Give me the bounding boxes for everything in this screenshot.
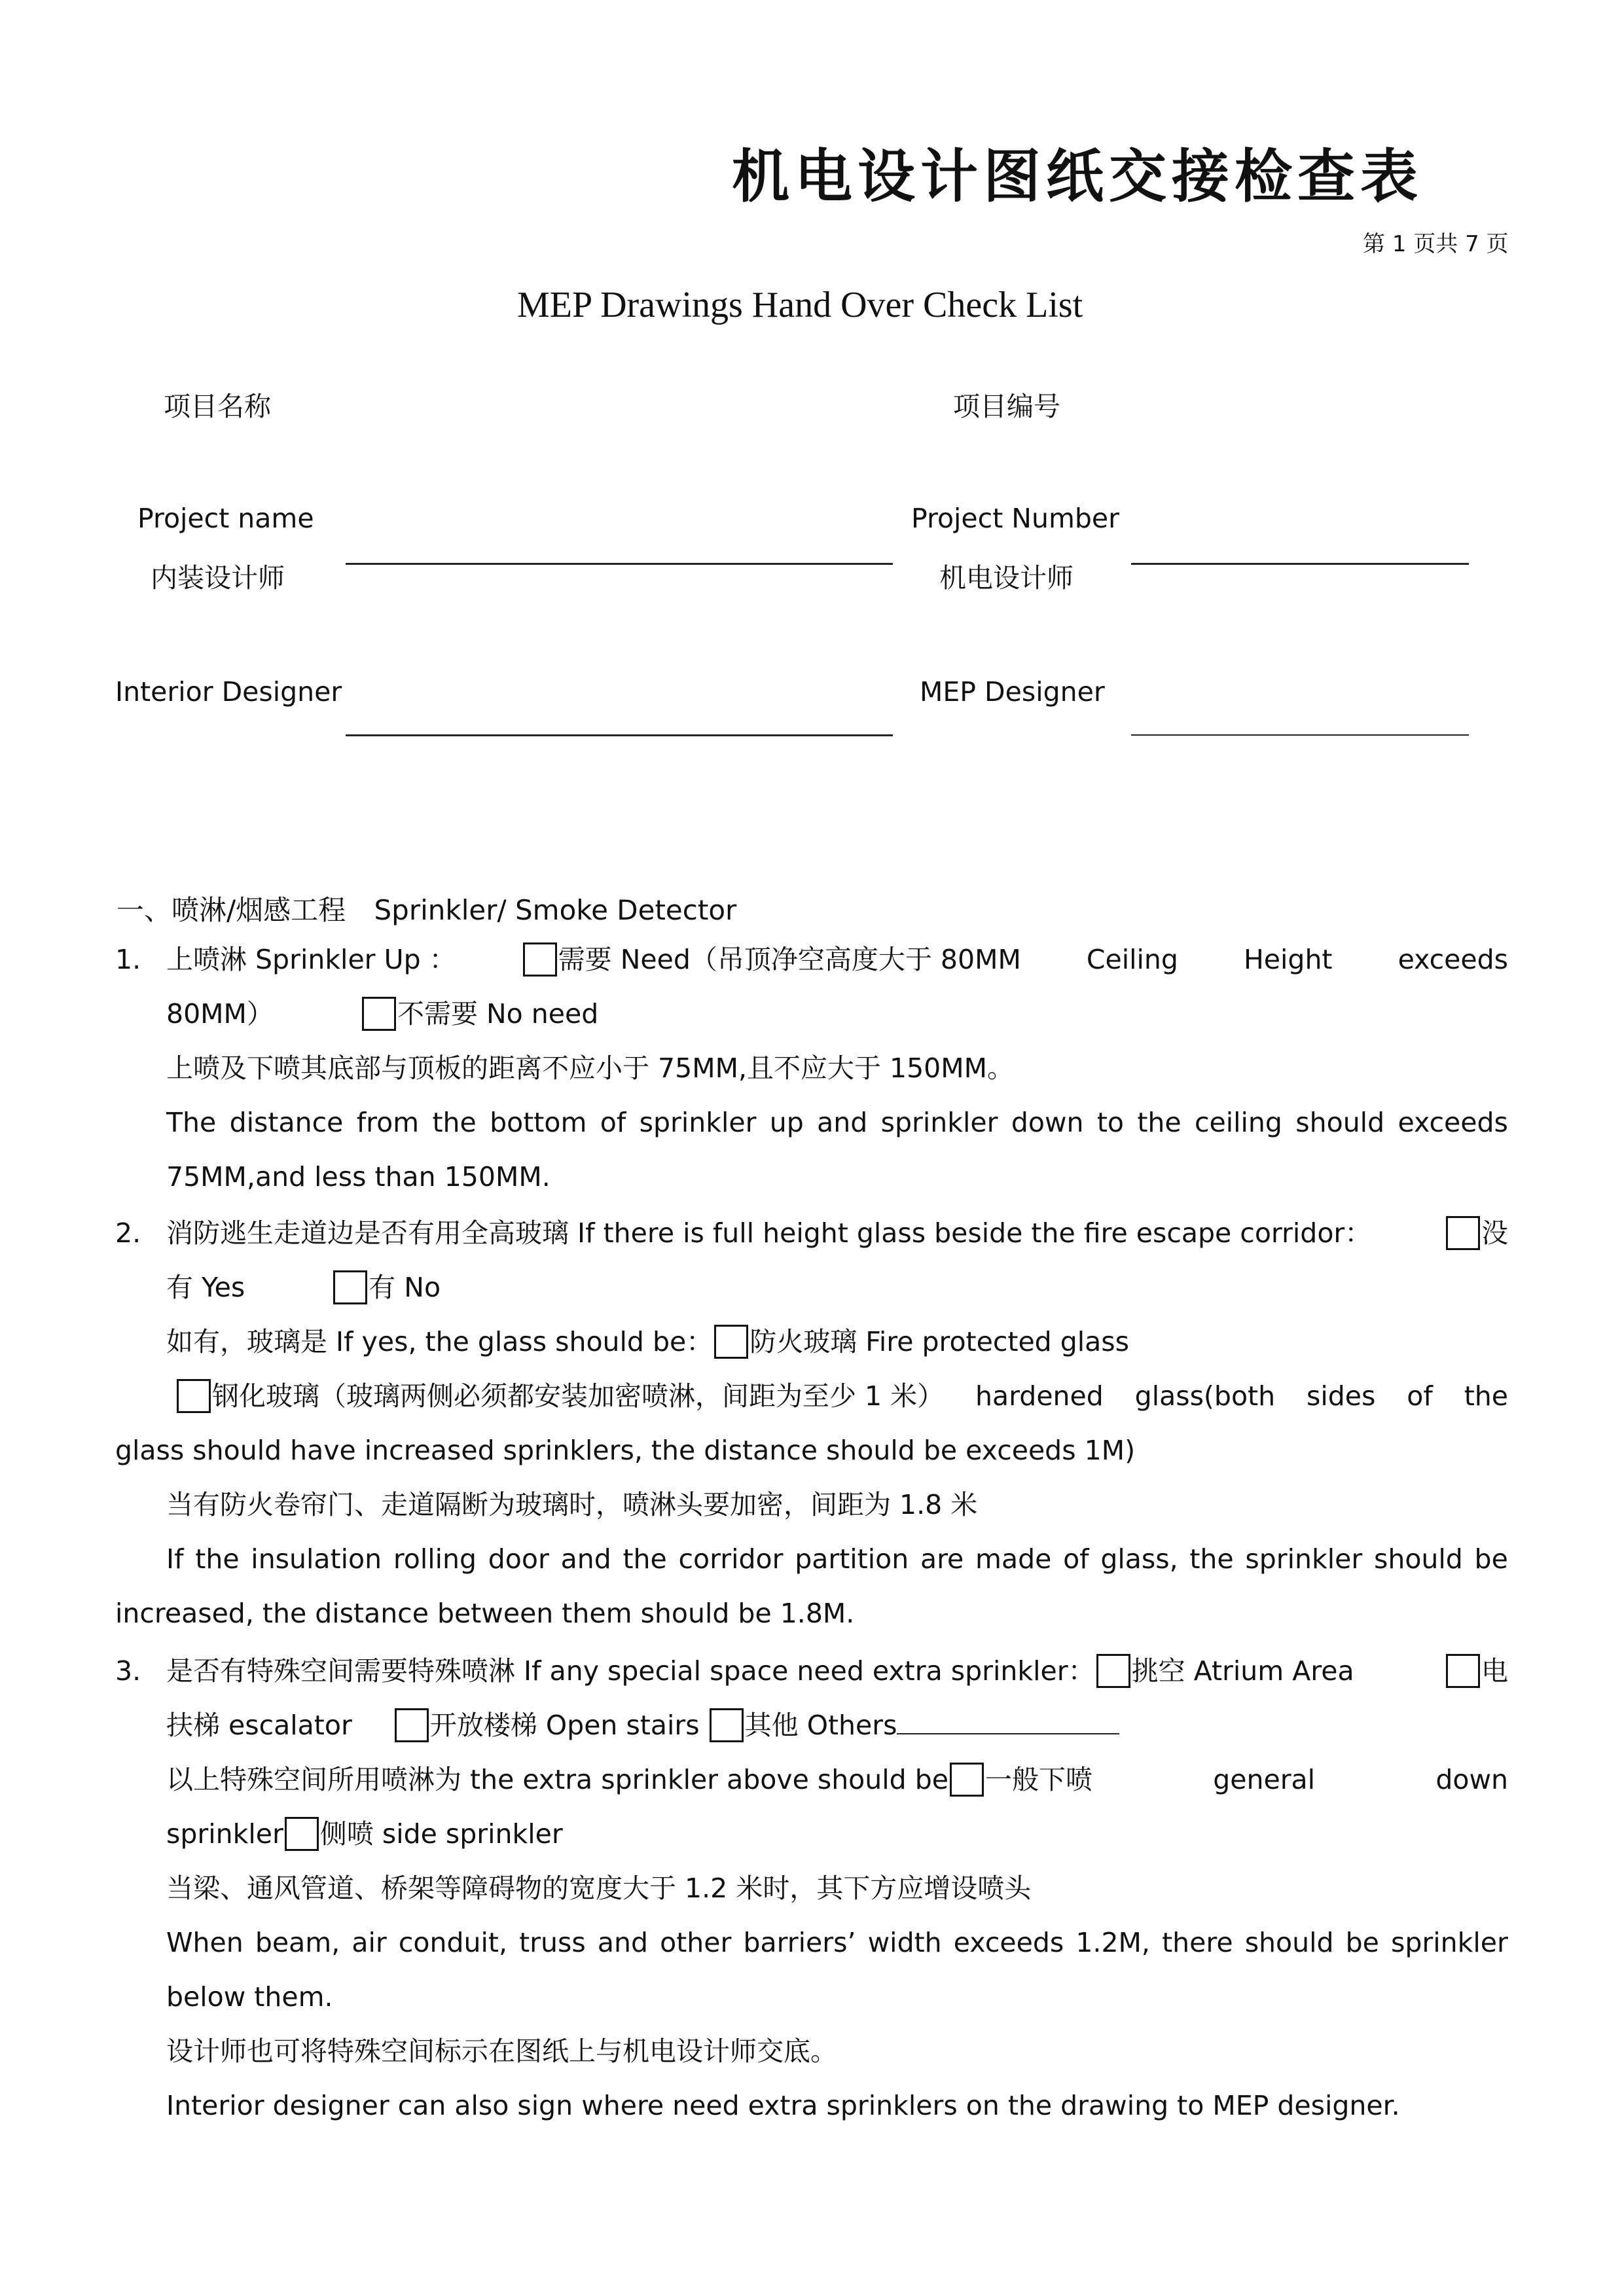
- item-number: 1.: [115, 944, 141, 975]
- text-word: the: [1137, 1107, 1182, 1138]
- item-2-line5: glass should have increased sprinklers, the distance should be exceeds 1M): [115, 1435, 1136, 1466]
- item-3-para1: 当梁、通风管道、桥架等障碍物的宽度大于 1.2 米时，其下方应增设喷头: [166, 1873, 1032, 1904]
- text-word: up: [769, 1107, 804, 1138]
- interior-designer-label-cn: 内装设计师: [151, 562, 285, 594]
- interior-designer-field[interactable]: [346, 734, 893, 736]
- text-word: should: [1373, 1543, 1463, 1575]
- text-word: down: [1435, 1764, 1508, 1795]
- text-word: The: [166, 1107, 217, 1138]
- text-word: glass,: [1100, 1543, 1178, 1575]
- project-number-label-cn: 项目编号: [953, 391, 1060, 422]
- text-word: exceeds: [1398, 944, 1508, 975]
- need-checkbox[interactable]: [523, 942, 557, 977]
- item-3-line4: [166, 1807, 1508, 1861]
- sprinkler-type-question: 以上特殊空间所用喷淋为 the extra sprinkler above should be 一般下喷: [166, 1764, 1092, 1795]
- text-word: sides: [1307, 1380, 1376, 1412]
- text-word: the: [1189, 1543, 1234, 1575]
- item-1-para1: 上喷及下喷其底部与顶板的距离不应小于 75MM,且不应大于 150MM。: [166, 1052, 1015, 1084]
- item-1-block: [166, 933, 1508, 1204]
- text-word: beam,: [255, 1927, 340, 1958]
- project-name-field[interactable]: [346, 563, 893, 565]
- text-word: of: [600, 1107, 626, 1138]
- text-word: conduit,: [398, 1927, 507, 1958]
- mep-designer-field[interactable]: [1131, 734, 1469, 736]
- text-word: and: [597, 1927, 649, 1958]
- item-2-line1: [166, 1206, 1508, 1261]
- hardened-glass-option: 钢化玻璃（玻璃两侧必须都安装加密喷淋，间距为至少 1 米）: [175, 1369, 944, 1424]
- text-word: distance: [229, 1107, 344, 1138]
- page-total: 7: [1465, 231, 1479, 257]
- text-word: of: [1407, 1380, 1433, 1412]
- text-word: the: [195, 1543, 240, 1575]
- open-stairs-label: 开放楼梯 Open stairs: [429, 1710, 700, 1741]
- text-word: exceeds: [1398, 1107, 1508, 1138]
- text-word: the: [432, 1107, 477, 1138]
- no-checkbox[interactable]: [333, 1270, 367, 1304]
- hardened-glass-checkbox[interactable]: [177, 1379, 211, 1413]
- item-2-line4: [115, 1369, 1508, 1424]
- item-1-line2: [166, 987, 1508, 1041]
- text-word: be: [1474, 1543, 1508, 1575]
- item-2-para1: 当有防火卷帘门、走道隔断为玻璃时，喷淋头要加密，间距为 1.8 米: [166, 1489, 978, 1520]
- project-number-field[interactable]: [1131, 563, 1469, 565]
- mep-designer-label-cn: 机电设计师: [939, 562, 1074, 594]
- item-2-para2: [115, 1532, 1508, 1587]
- yes-checkbox[interactable]: [1446, 1216, 1480, 1250]
- project-number-label-en: Project Number: [911, 503, 1120, 534]
- open-stairs-checkbox[interactable]: [395, 1708, 429, 1742]
- text-word: should: [1244, 1927, 1334, 1958]
- page-current: 1: [1392, 231, 1407, 257]
- fire-protected-glass-label: 防火玻璃 Fire protected glass: [749, 1326, 1129, 1357]
- page-indicator: [1363, 226, 1509, 258]
- item-1-line1: [166, 933, 1508, 987]
- text-word: general: [1213, 1764, 1316, 1795]
- text-word: and: [560, 1543, 611, 1575]
- text-word: are: [920, 1543, 964, 1575]
- escalator-option: 电: [1445, 1644, 1508, 1698]
- side-sprinkler-checkbox[interactable]: [285, 1817, 319, 1851]
- text-word: rolling: [393, 1543, 477, 1575]
- interior-designer-label-en: Interior Designer: [115, 676, 342, 708]
- item-2-line2: [166, 1261, 1508, 1315]
- item-3-block: [166, 1644, 1508, 2133]
- no-label: 有 No: [369, 1272, 441, 1303]
- text-word: air: [352, 1927, 387, 1958]
- section-heading-cn: 一、喷淋/烟感工程: [117, 894, 346, 926]
- page-middle: 页共: [1413, 231, 1458, 257]
- text-word: sprinkler: [639, 1107, 757, 1138]
- item-3-line1: [166, 1644, 1508, 1698]
- others-label: 其他 Others: [744, 1710, 897, 1741]
- no-need-label: 不需要 No need: [397, 998, 599, 1030]
- glass-type-question: 如有，玻璃是 If yes, the glass should be：: [166, 1326, 713, 1357]
- text-word: Ceiling: [1086, 944, 1178, 975]
- text-word: door: [488, 1543, 549, 1575]
- item-2-para2-last: increased, the distance between them should be 1.8M.: [115, 1598, 855, 1629]
- text-word: from: [356, 1107, 420, 1138]
- text-word: When: [166, 1927, 244, 1958]
- text-word: sprinkler: [1245, 1543, 1363, 1575]
- project-name-label-en: Project name: [137, 503, 314, 534]
- side-sprinkler-label: 侧喷 side sprinkler: [319, 1818, 563, 1850]
- text-word: there: [1162, 1927, 1233, 1958]
- yes-option: 没: [1445, 1206, 1508, 1261]
- text-word: Height: [1243, 944, 1333, 975]
- others-field[interactable]: [897, 1732, 1119, 1734]
- item-3-para2-last: below them.: [166, 1981, 333, 2013]
- page-prefix: 第: [1363, 231, 1385, 257]
- item-3-line2: [166, 1698, 1508, 1753]
- item-3-para4: Interior designer can also sign where need extra sprinklers on the drawing to MEP designer.: [166, 2090, 1400, 2121]
- yes-label: 有 Yes: [166, 1272, 245, 1303]
- page-suffix: 页: [1486, 231, 1509, 257]
- no-need-checkbox[interactable]: [362, 997, 396, 1031]
- text-word: sprinkler: [880, 1107, 998, 1138]
- text-word: barriers’: [743, 1927, 856, 1958]
- text-segment: 80MM）: [166, 998, 274, 1030]
- glass-question: 消防逃生走道边是否有用全高玻璃 If there is full height glass beside the fire escape corridor：: [166, 1217, 1372, 1249]
- text-word: partition: [795, 1543, 909, 1575]
- text-word: glass(both: [1134, 1380, 1276, 1412]
- item-2-line3: [166, 1315, 1508, 1369]
- text-word: the: [623, 1543, 667, 1575]
- document-title: 机电设计图纸交接检查表: [732, 143, 1424, 210]
- atrium-checkbox[interactable]: [1096, 1654, 1130, 1688]
- item-number: 3.: [115, 1655, 141, 1687]
- text-word: be: [1345, 1927, 1379, 1958]
- text-word: and: [817, 1107, 868, 1138]
- item-3-para3: 设计师也可将特殊空间标示在图纸上与机电设计师交底。: [166, 2036, 837, 2067]
- text-word: bottom: [490, 1107, 587, 1138]
- text-word: sprinkler: [1391, 1927, 1508, 1958]
- text-word: should: [1295, 1107, 1385, 1138]
- text-word: ceiling: [1194, 1107, 1282, 1138]
- text-word: to: [1096, 1107, 1124, 1138]
- text-word: truss: [519, 1927, 586, 1958]
- text-word: width: [867, 1927, 942, 1958]
- text-word: corridor: [678, 1543, 784, 1575]
- others-checkbox[interactable]: [710, 1708, 744, 1742]
- item-1-para2-last: 75MM,and less than 150MM.: [166, 1161, 550, 1193]
- text-word: of: [1063, 1543, 1089, 1575]
- text-word: made: [975, 1543, 1052, 1575]
- text-word: hardened: [975, 1380, 1104, 1412]
- text-word: other: [660, 1927, 732, 1958]
- mep-designer-label-en: MEP Designer: [920, 676, 1105, 708]
- section-heading: [117, 889, 736, 928]
- text-word: If: [166, 1543, 184, 1575]
- need-option: 需要 Need（吊顶净空高度大于 80MM: [522, 933, 1021, 987]
- document-subtitle: MEP Drawings Hand Over Check List: [517, 285, 1083, 325]
- text-word: exceeds: [953, 1927, 1064, 1958]
- item-3-para2: [166, 1916, 1508, 1970]
- item-2-continued: [115, 1369, 1508, 1641]
- section-heading-en: Sprinkler/ Smoke Detector: [374, 894, 737, 926]
- text-segment: sprinkler: [166, 1818, 283, 1850]
- special-space-question: 是否有特殊空间需要特殊喷淋 If any special space need extra sprinkler： 挑空 Atrium Area: [166, 1655, 1354, 1687]
- general-down-checkbox[interactable]: [950, 1763, 984, 1797]
- project-name-label-cn: 项目名称: [164, 391, 271, 422]
- text-word: 1.2M,: [1075, 1927, 1150, 1958]
- sprinkler-up-label: 上喷淋 Sprinkler Up ：: [166, 944, 456, 975]
- text-word: the: [1464, 1380, 1508, 1412]
- atrium-label: 挑空 Atrium Area: [1131, 1655, 1354, 1687]
- item-3-line3: [166, 1753, 1508, 1807]
- escalator-label: 扶梯 escalator: [166, 1710, 352, 1741]
- text-word: insulation: [251, 1543, 382, 1575]
- fire-protected-glass-checkbox[interactable]: [714, 1325, 748, 1359]
- item-1-para2: [166, 1096, 1508, 1150]
- text-word: down: [1011, 1107, 1084, 1138]
- item-2-block: [166, 1206, 1508, 1369]
- item-number: 2.: [115, 1217, 141, 1249]
- escalator-checkbox[interactable]: [1446, 1654, 1480, 1688]
